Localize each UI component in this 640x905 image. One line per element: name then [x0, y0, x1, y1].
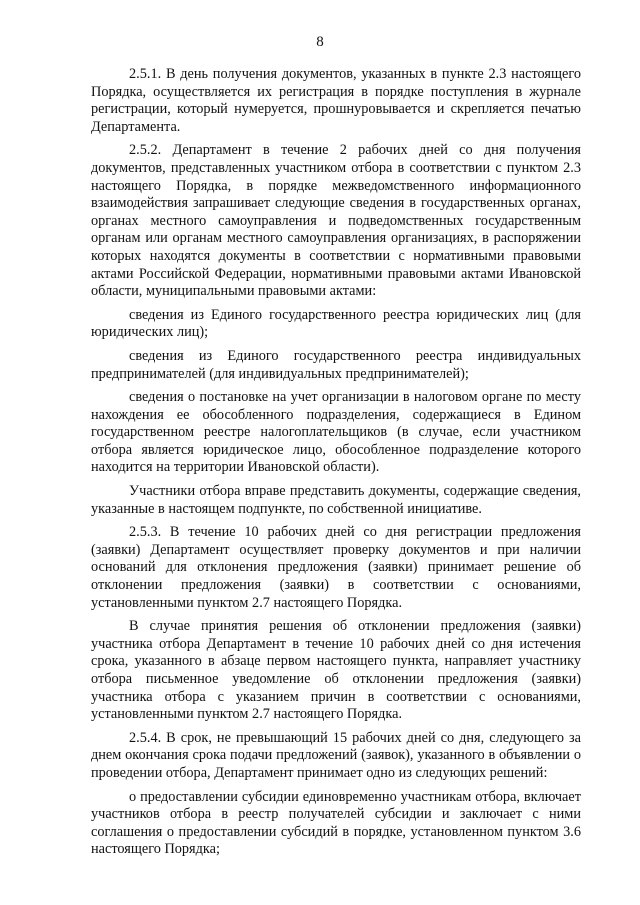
paragraph-2-5-3: 2.5.3. В течение 10 рабочих дней со дня регистрации предложения (заявки) Департамент осуществляет проверку документов и при наличии оснований для отклонения предложения (заявки) принимает решение об отклонении предложения (заявки) в соответствии с основаниями, установленными пунктом 2.7 настоящего Порядка. — [91, 524, 581, 611]
paragraph-2-5-1: 2.5.1. В день получения документов, указанных в пункте 2.3 настоящего Порядка, осуществляется их регистрация в порядке поступления в журнале регистрации, который нумеруется, прошнуровывается и скрепляется печатью Департамента. — [91, 66, 581, 135]
list-item-legal-entities: сведения из Единого государственного реестра юридических лиц (для юридических лиц); — [91, 306, 581, 341]
paragraph-2-5-4: 2.5.4. В срок, не превышающий 15 рабочих дней со дня, следующего за днем окончания срока подачи предложений (заявок), указанного в объявлении о проведении отбора, Департамент принимает одно из следующих решений: — [91, 729, 581, 781]
paragraph-rejection-notice: В случае принятия решения об отклонении предложения (заявки) участника отбора Департамент в течение 10 рабочих дней со дня истечения срока, указанного в абзаце первом настоящего пункта, направляет участнику отбора письменное уведомление об отклонении предложения (заявки) участника отбора с указанием причин в соответствии с основаниями, установленными пунктом 2.7 настоящего Порядка. — [91, 618, 581, 723]
document-body — [91, 66, 581, 865]
list-item-individual-entrepreneurs: сведения из Единого государственного реестра индивидуальных предпринимателей (для индивидуальных предпринимателей); — [91, 347, 581, 382]
list-item-subsidy-decision: о предоставлении субсидии единовременно участникам отбора, включает участников отбора в реестр получателей субсидии и заключает с ними соглашения о предоставлении субсидий в порядке, установленном пунктом 3.6 настоящего Порядка; — [91, 788, 581, 858]
page-number: 8 — [316, 34, 324, 50]
list-item-tax-registration: сведения о постановке на учет организации в налоговом органе по месту нахождения ее обособленного подразделения, содержащиеся в Едином государственном реестре налогоплательщиков (в случае, если участником отбора является юридическое лицо, обособленное подразделение которого находится на территории Ивановской области). — [91, 389, 581, 476]
paragraph-2-5-2: 2.5.2. Департамент в течение 2 рабочих дней со дня получения документов, представленных участником отбора в соответствии с пунктом 2.3 настоящего Порядка, в порядке межведомственного информационного взаимодействия запрашивает следующие сведения в государственных органах, органах местного самоуправления и подведомственных государственным органам или органам местного самоуправления организациях, в распоряжении которых находятся документы в соответствии с нормативными правовыми актами Российской Федерации, нормативными правовыми актами Ивановской области, муниципальными правовыми актами: — [91, 142, 581, 300]
paragraph-own-initiative: Участники отбора вправе представить документы, содержащие сведения, указанные в настоящем подпункте, по собственной инициативе. — [91, 483, 581, 517]
